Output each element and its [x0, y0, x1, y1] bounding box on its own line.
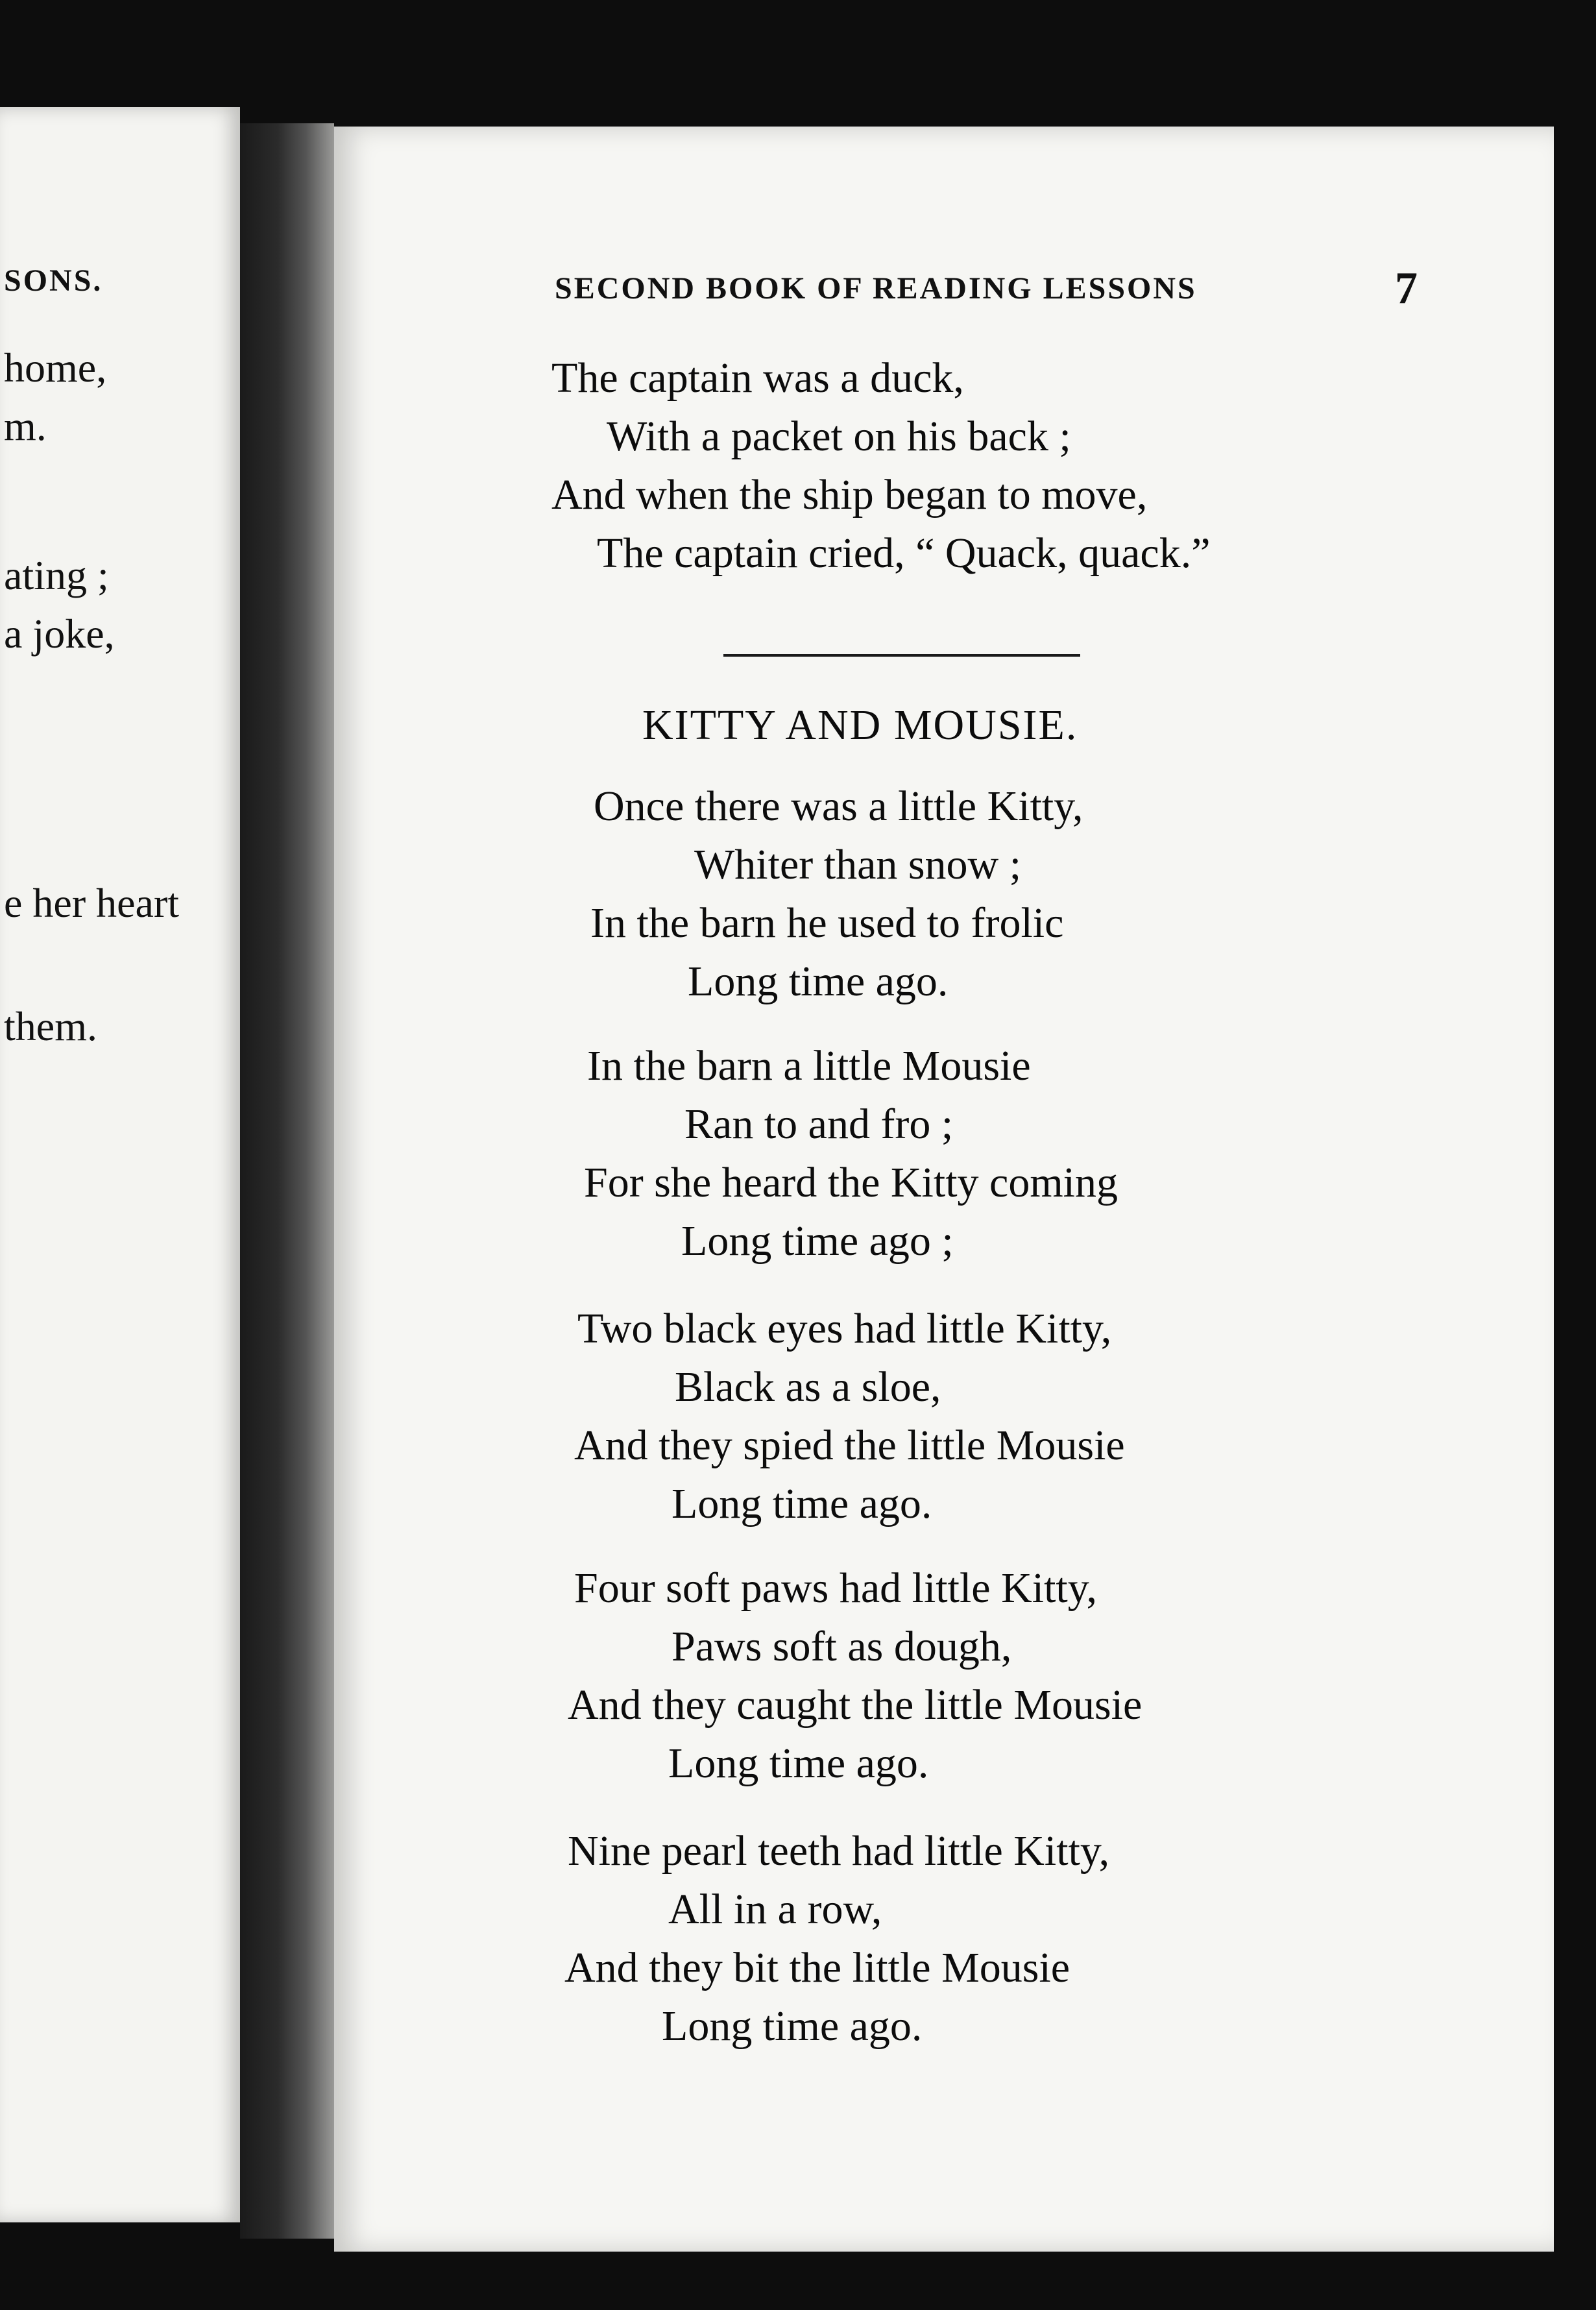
stanza-line: Paws soft as dough,: [671, 1623, 1012, 1670]
right-page: [334, 127, 1554, 2252]
stanza-line: Long time ago.: [688, 958, 949, 1005]
stanza-line: Long time ago.: [668, 1740, 929, 1787]
left-page-line: ating ;: [4, 552, 109, 598]
running-header: SECOND BOOK OF READING LESSONS: [555, 271, 1197, 306]
page-number: 7: [1395, 263, 1418, 313]
left-facing-page: [0, 107, 240, 2222]
poem-title: KITTY AND MOUSIE.: [642, 701, 1078, 749]
book-gutter: [240, 123, 334, 2239]
stanza-line: And they spied the little Mousie: [574, 1422, 1125, 1469]
stanza-line: In the barn he used to frolic: [590, 899, 1064, 947]
stanza-line: Long time ago.: [671, 1480, 932, 1527]
stanza-line: Ran to and fro ;: [684, 1100, 954, 1148]
stanza-line: Four soft paws had little Kitty,: [574, 1564, 1097, 1612]
verse-line: And when the ship began to move,: [551, 471, 1148, 518]
stanza-line: In the barn a little Mousie: [587, 1042, 1031, 1089]
left-page-line: a joke,: [4, 611, 115, 657]
verse-line: With a packet on his back ;: [607, 413, 1071, 460]
stanza-line: Two black eyes had little Kitty,: [577, 1305, 1112, 1352]
verse-line: The captain was a duck,: [551, 354, 964, 402]
left-page-running-head: SONS.: [4, 263, 103, 298]
stanza-line: Black as a sloe,: [675, 1363, 941, 1411]
section-divider: [723, 654, 1080, 657]
left-page-line: e her heart: [4, 880, 180, 926]
left-page-line: m.: [4, 403, 47, 449]
left-page-line: home,: [4, 345, 107, 391]
stanza-line: And they caught the little Mousie: [568, 1681, 1143, 1729]
stanza-line: Whiter than snow ;: [694, 841, 1022, 888]
stanza-line: Long time ago.: [662, 2002, 923, 2050]
verse-line: The captain cried, “ Quack, quack.”: [597, 529, 1211, 577]
stanza-line: Once there was a little Kitty,: [594, 783, 1083, 830]
stanza-line: And they bit the little Mousie: [564, 1944, 1070, 1991]
stanza-line: For she heard the Kitty coming: [584, 1159, 1118, 1206]
stanza-line: All in a row,: [668, 1886, 882, 1933]
stanza-line: Nine pearl teeth had little Kitty,: [568, 1827, 1110, 1875]
left-page-line: them.: [4, 1003, 97, 1049]
stanza-line: Long time ago ;: [681, 1217, 954, 1265]
